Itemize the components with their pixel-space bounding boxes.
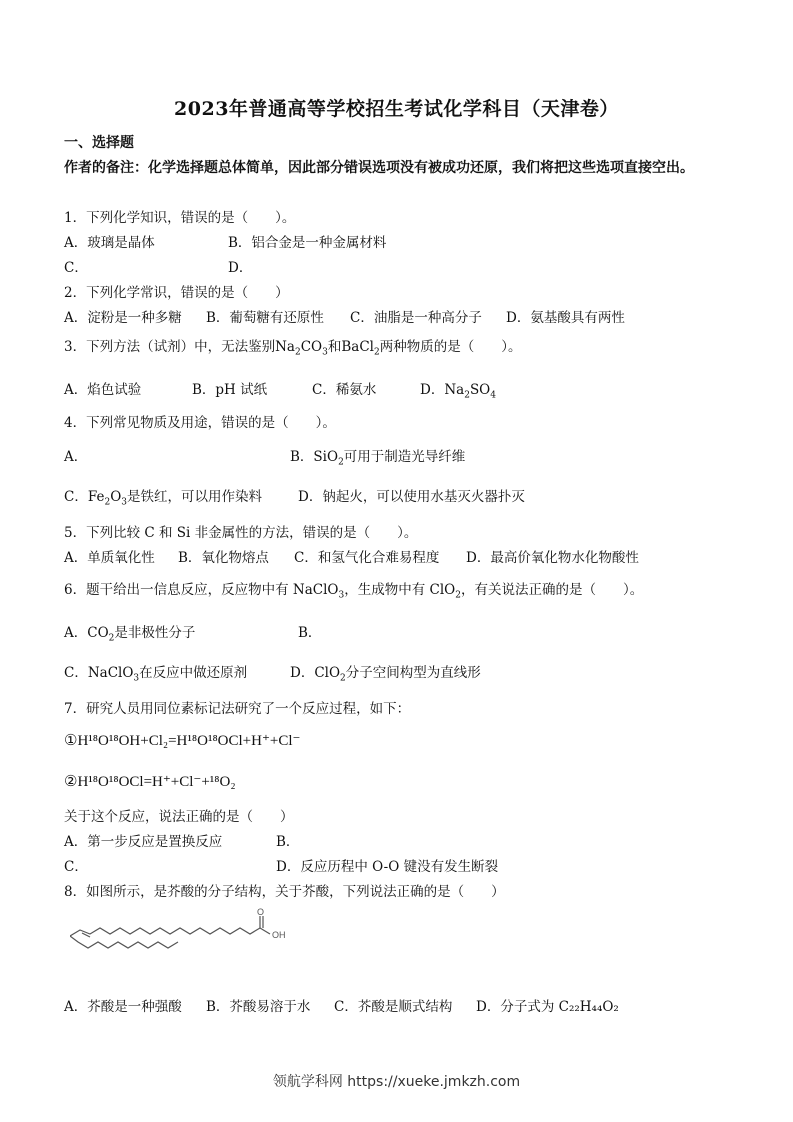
q6-option-c: C．NaClO$_3$在反应中做还原剂 — [64, 665, 248, 684]
q5-option-d: D．最高价氧化物水化物酸性 — [466, 550, 639, 566]
question-8-stem: 8．如图所示，是芥酸的分子结构，关于芥酸，下列说法正确的是（ ） — [64, 884, 505, 900]
question-7-stem: 7．研究人员用同位素标记法研究了一个反应过程，如下： — [64, 701, 411, 717]
lower-carbon-chain — [70, 936, 178, 948]
oxygen-label: O — [257, 908, 265, 917]
q6-option-d: D．ClO$_2$分子空间构型为直线形 — [290, 665, 481, 684]
q2-option-b: B．葡萄糖有还原性 — [206, 310, 324, 326]
q3-option-c: C．稀氨水 — [312, 382, 377, 398]
q8-option-b: B．芥酸易溶于水 — [206, 999, 311, 1015]
q4-option-a: A． — [64, 449, 88, 465]
q3-option-d: D．$Na_2SO_4$ — [420, 382, 496, 401]
q4-option-d: D．钠起火，可以使用水基灭火器扑灭 — [298, 489, 525, 505]
page-title: 2023年普通高等学校招生考试化学科目（天津卷） — [174, 98, 619, 120]
erucic-acid-structure — [70, 908, 310, 968]
q5-option-c: C．和氢气化合难易程度 — [294, 550, 440, 566]
q1-option-c: C． — [64, 260, 88, 276]
q8-option-a: A．芥酸是一种强酸 — [64, 999, 182, 1015]
q7-option-d: D．反应历程中 O-O 键没有发生断裂 — [276, 859, 499, 875]
author-note: 作者的备注：化学选择题总体简单，因此部分错误选项没有被成功还原，我们将把这些选项直接空出。 — [64, 160, 694, 176]
q7-option-a: A．第一步反应是置换反应 — [64, 834, 223, 850]
q6-option-a: A．$CO_2$是非极性分子 — [64, 625, 196, 644]
question-7-ask: 关于这个反应，说法正确的是（ ） — [64, 809, 294, 825]
q1-option-b: B．铝合金是一种金属材料 — [228, 235, 387, 251]
q4-option-c: C．$Fe_2O_3$是铁红，可以用作染料 — [64, 489, 262, 508]
q8-option-d: D．分子式为 C₂₂H₄₄O₂ — [476, 999, 619, 1015]
q2-option-d: D．氨基酸具有两性 — [506, 310, 625, 326]
q8-option-c: C．芥酸是顺式结构 — [334, 999, 453, 1015]
question-6-stem: 6．题干给出一信息反应，反应物中有 NaClO$_3$，生成物中有 ClO$_2$，有关说法正确的是（ ）。 — [64, 582, 644, 601]
q5-option-b: B．氧化物熔点 — [178, 550, 269, 566]
hydroxyl-bond — [260, 928, 270, 934]
q1-option-d: D． — [228, 260, 253, 276]
q7-option-c: C． — [64, 859, 88, 875]
reaction-step-1: ①H¹⁸O¹⁸OH+Cl₂=H¹⁸O¹⁸OCl+H⁺+Cl⁻ — [64, 733, 301, 749]
q6-option-b: B． — [298, 625, 322, 641]
question-2-stem: 2．下列化学常识，错误的是（ ） — [64, 285, 289, 301]
q2-option-a: A．淀粉是一种多糖 — [64, 310, 182, 326]
q4-option-b: B．SiO$_2$可用于制造光导纤维 — [290, 449, 466, 468]
q5-option-a: A．单质氧化性 — [64, 550, 155, 566]
q7-option-b: B． — [276, 834, 300, 850]
hydroxyl-label: OH — [272, 930, 286, 940]
q3-option-b: B．pH 试纸 — [192, 382, 268, 398]
reaction-step-2: ②H¹⁸O¹⁸OCl=H⁺+Cl⁻+¹⁸O₂ — [64, 774, 236, 790]
upper-carbon-chain — [70, 928, 260, 936]
q3-option-a: A．焰色试验 — [64, 382, 142, 398]
question-5-stem: 5．下列比较 C 和 Si 非金属性的方法，错误的是（ ）。 — [64, 525, 418, 541]
q1-option-a: A．玻璃是晶体 — [64, 235, 155, 251]
section-heading: 一、选择题 — [64, 135, 134, 151]
q2-option-c: C．油脂是一种高分子 — [350, 310, 482, 326]
footer-watermark: 领航学科网 https://xueke.jmkzh.com — [272, 1074, 521, 1090]
question-4-stem: 4．下列常见物质及用途，错误的是（ ）。 — [64, 415, 336, 431]
question-3-stem: 3．下列方法（试剂）中，无法鉴别$Na_2CO_3$和BaCl$_2$两种物质的是（ ）。 — [64, 339, 522, 358]
question-1-stem: 1．下列化学知识，错误的是（ ）。 — [64, 210, 296, 226]
